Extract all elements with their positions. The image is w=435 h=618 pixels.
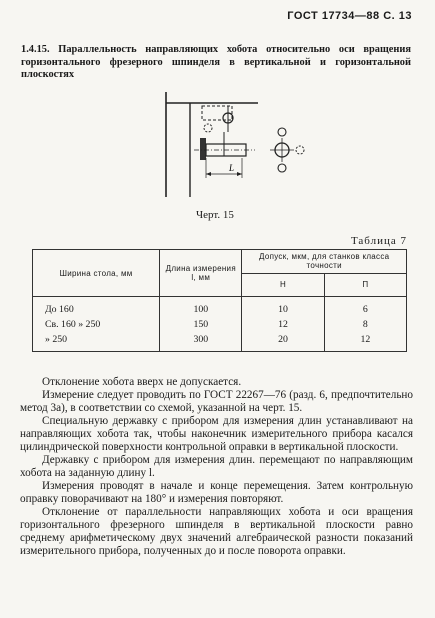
- paragraph: Измерения проводят в начале и конце перемещения. Затем контрольную оправку поворачивают на 180° и измерения повторяют.: [20, 480, 413, 505]
- cell-p: 8: [324, 317, 406, 332]
- cell-width: Св. 160 » 250: [33, 317, 160, 332]
- cell-length: 150: [160, 317, 242, 332]
- cell-h: 12: [242, 317, 324, 332]
- dimension-l-label: L: [229, 163, 235, 173]
- col-width-header: Ширина стола, мм: [33, 250, 160, 297]
- cell-p: 12: [324, 332, 406, 352]
- table-row: [33, 332, 407, 352]
- body-text: [20, 376, 413, 558]
- table-row: [33, 317, 407, 332]
- cell-width: До 160: [33, 297, 160, 318]
- paragraph: Специальную державку с прибором для измерения длин устанавливают на направляющих хобота так, чтобы наконечник измерительного прибора касался цилиндрической поверхности контрольной оправки в вертикальной плоскости.: [20, 415, 413, 453]
- col-tolerance-header: Допуск, мкм, для станков класса точности: [242, 250, 407, 274]
- paragraph: Державку с прибором для измерения длин. перемещают по направляющим хобота на заданную длину l.: [20, 454, 413, 479]
- page-header: ГОСТ 17734—88 С. 13: [287, 10, 412, 22]
- tolerance-table: [32, 249, 407, 352]
- paragraph: Отклонение от параллельности направляющих хобота и оси вращения горизонтального фрезерного шпинделя в вертикальной плоскости равно среднему арифметическому двух значений алгебраической разности показаний измерительного прибора, полученных до и после поворота оправки.: [20, 506, 413, 557]
- col-class-h-header: Н: [242, 273, 324, 297]
- col-length-header: Длина измерения l, мм: [160, 250, 242, 297]
- paragraph: Отклонение хобота вверх не допускается.: [42, 376, 242, 388]
- cell-p: 6: [324, 297, 406, 318]
- col-class-p-header: П: [324, 273, 406, 297]
- table-caption: Таблица 7: [350, 235, 407, 247]
- section-title: 1.4.15. Параллельность направляющих хобота относительно оси вращения горизонтального фрезерного шпинделя в вертикальной и горизонтальной плоскостях: [21, 44, 411, 80]
- cell-h: 20: [242, 332, 324, 352]
- figure-15-diagram: [160, 92, 310, 207]
- table-row: [33, 297, 407, 318]
- paragraph: Измерение следует проводить по ГОСТ 22267—76 (разд. 6, предпочтительно метод 3а), в соответствии со схемой, указанной на черт. 15.: [20, 389, 413, 414]
- cell-width: » 250: [33, 332, 160, 352]
- cell-h: 10: [242, 297, 324, 318]
- cell-length: 300: [160, 332, 242, 352]
- cell-length: 100: [160, 297, 242, 318]
- figure-caption: Черт. 15: [196, 209, 234, 221]
